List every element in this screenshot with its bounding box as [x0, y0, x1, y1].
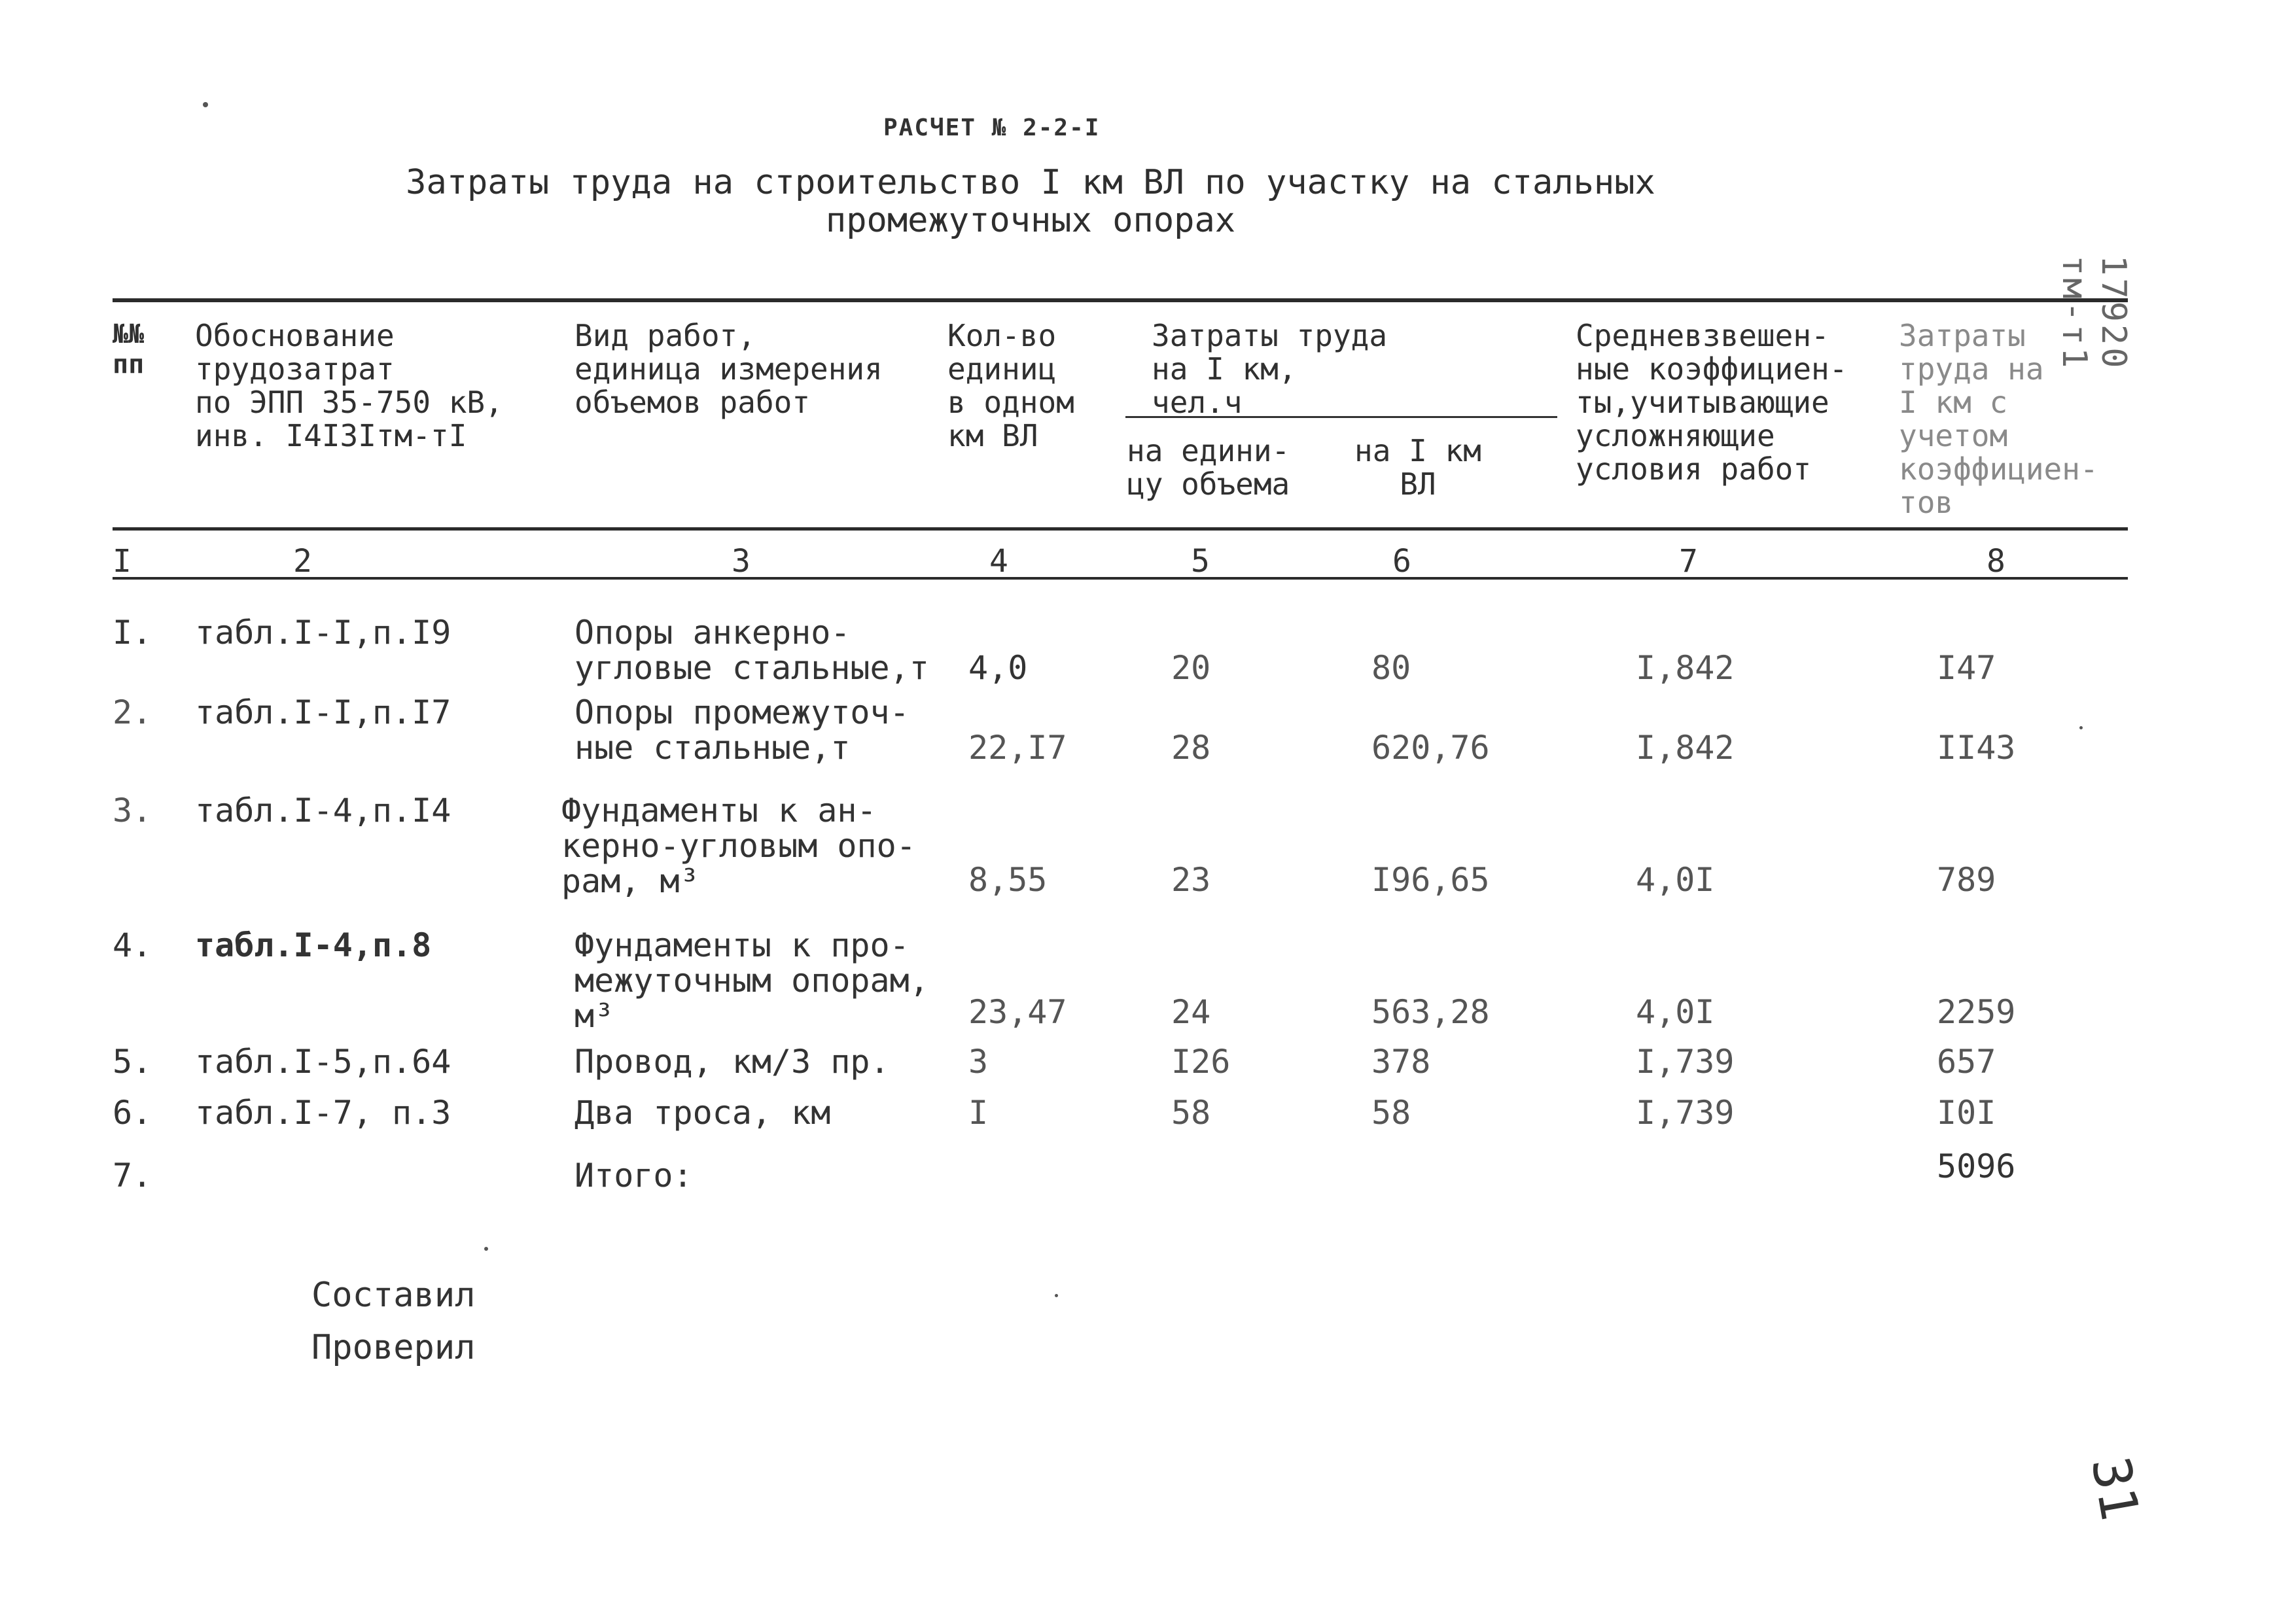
- row-per-km: 80: [1371, 649, 1411, 687]
- row-number: 6.: [113, 1094, 152, 1132]
- header-total: Затраты труда на I км с учетом коэффициен- тов: [1899, 318, 2098, 520]
- calc-number: РАСЧЕТ № 2-2-I: [883, 114, 1101, 141]
- row-total: 657: [1937, 1043, 1996, 1081]
- row-per-unit: 58: [1171, 1094, 1211, 1132]
- row-basis: табл.I-4,п.8: [195, 926, 432, 964]
- row-work-type: Опоры анкерно- угловые стальные,т: [574, 614, 929, 687]
- col-number: I: [113, 543, 132, 580]
- row-coefficient: 4,0I: [1636, 993, 1715, 1031]
- row-per-km: 563,28: [1371, 993, 1490, 1031]
- header-labor: Затраты труда на I км, чел.ч: [1152, 318, 1388, 420]
- header-basis: Обоснование трудозатрат по ЭПП 35-750 кВ, инв. I4I3Iтм-тI: [195, 318, 503, 453]
- row-per-unit: I26: [1171, 1043, 1231, 1081]
- title-line-1: Затраты труда на строительство I км ВЛ по участку на стальных: [406, 163, 1655, 202]
- row-total: 789: [1937, 861, 1996, 899]
- row-coefficient: I,739: [1636, 1094, 1735, 1132]
- inventory-stamp: 17920 тм-т1: [2055, 255, 2133, 371]
- header-coefficient: Средневзвешен- ные коэффициен- ты,учитывающие усложняющие условия работ: [1576, 318, 1848, 487]
- scan-speck: [484, 1247, 488, 1251]
- col-number-rule: [113, 577, 2128, 580]
- row-qty: 23,47: [968, 993, 1067, 1031]
- col-number: 7: [1679, 543, 1698, 580]
- header-work-type: Вид работ, единица измерения объемов работ: [574, 318, 883, 420]
- col-number: 6: [1392, 543, 1411, 580]
- row-basis: табл.I-4,п.I4: [195, 792, 451, 829]
- compiled-by-label: Составил: [311, 1276, 476, 1315]
- row-coefficient: I,739: [1636, 1043, 1735, 1081]
- row-qty: 8,55: [968, 861, 1048, 899]
- row-coefficient: I,842: [1636, 729, 1735, 767]
- row-basis: табл.I-5,п.64: [195, 1043, 451, 1081]
- row-number: 2.: [113, 693, 152, 731]
- col-number: 3: [732, 543, 751, 580]
- row-basis: табл.I-7, п.3: [195, 1094, 451, 1132]
- page-number: 31: [2079, 1452, 2151, 1526]
- header-per-unit: на едини- цу объема: [1127, 433, 1290, 502]
- header-per-km: на I км ВЛ: [1354, 433, 1481, 502]
- scan-speck: [2079, 726, 2083, 729]
- title-line-2: промежуточных опорах: [825, 201, 1236, 240]
- row-basis: табл.I-I,п.I9: [195, 614, 451, 652]
- table-top-rule: [113, 298, 2128, 302]
- col-number: 8: [1987, 543, 2005, 580]
- checked-by-label: Проверил: [311, 1328, 476, 1367]
- row-number: 5.: [113, 1043, 152, 1081]
- row-per-km: I96,65: [1371, 861, 1490, 899]
- row-number: 4.: [113, 926, 152, 964]
- row-qty: 3: [968, 1043, 989, 1081]
- row-work-type: Два троса, км: [574, 1094, 831, 1132]
- col-number: 2: [293, 543, 312, 580]
- scan-speck: [1055, 1294, 1058, 1297]
- row-per-unit: 20: [1171, 649, 1211, 687]
- row-work-type: Провод, км/3 пр.: [574, 1043, 890, 1081]
- row-qty: I: [968, 1094, 989, 1132]
- scan-speck: [203, 102, 208, 107]
- row-per-km: 620,76: [1371, 729, 1490, 767]
- row-basis: табл.I-I,п.I7: [195, 693, 451, 731]
- row-work-type: Фундаменты к ан- керно-угловым опо- рам, м³: [561, 792, 916, 900]
- row-qty: 4,0: [968, 649, 1028, 687]
- row-per-km: 378: [1371, 1043, 1431, 1081]
- row-number: 7.: [113, 1157, 152, 1195]
- row-per-unit: 23: [1171, 861, 1211, 899]
- row-total: I0I: [1937, 1094, 1996, 1132]
- row-number: I.: [113, 614, 152, 652]
- row-coefficient: I,842: [1636, 649, 1735, 687]
- row-coefficient: 4,0I: [1636, 861, 1715, 899]
- row-total: I47: [1937, 649, 1996, 687]
- document-title: [393, 164, 1669, 239]
- row-qty: 22,I7: [968, 729, 1067, 767]
- row-work-type: Опоры промежуточ- ные стальные,т: [574, 693, 910, 767]
- row-total: 2259: [1937, 993, 2016, 1031]
- total-label: Итого:: [574, 1157, 693, 1195]
- header-bottom-rule: [113, 527, 2128, 531]
- header-row-number: №№ пп: [113, 319, 145, 379]
- header-qty: Кол-во единиц в одном км ВЛ: [947, 318, 1074, 453]
- row-work-type: Фундаменты к про- межуточным опорам, м³: [574, 926, 929, 1035]
- row-per-km: 58: [1371, 1094, 1411, 1132]
- row-per-unit: 24: [1171, 993, 1211, 1031]
- row-per-unit: 28: [1171, 729, 1211, 767]
- row-total: II43: [1937, 729, 2016, 767]
- col-number: 4: [989, 543, 1008, 580]
- col-number: 5: [1191, 543, 1210, 580]
- grand-total: 5096: [1937, 1147, 2016, 1185]
- row-number: 3.: [113, 792, 152, 829]
